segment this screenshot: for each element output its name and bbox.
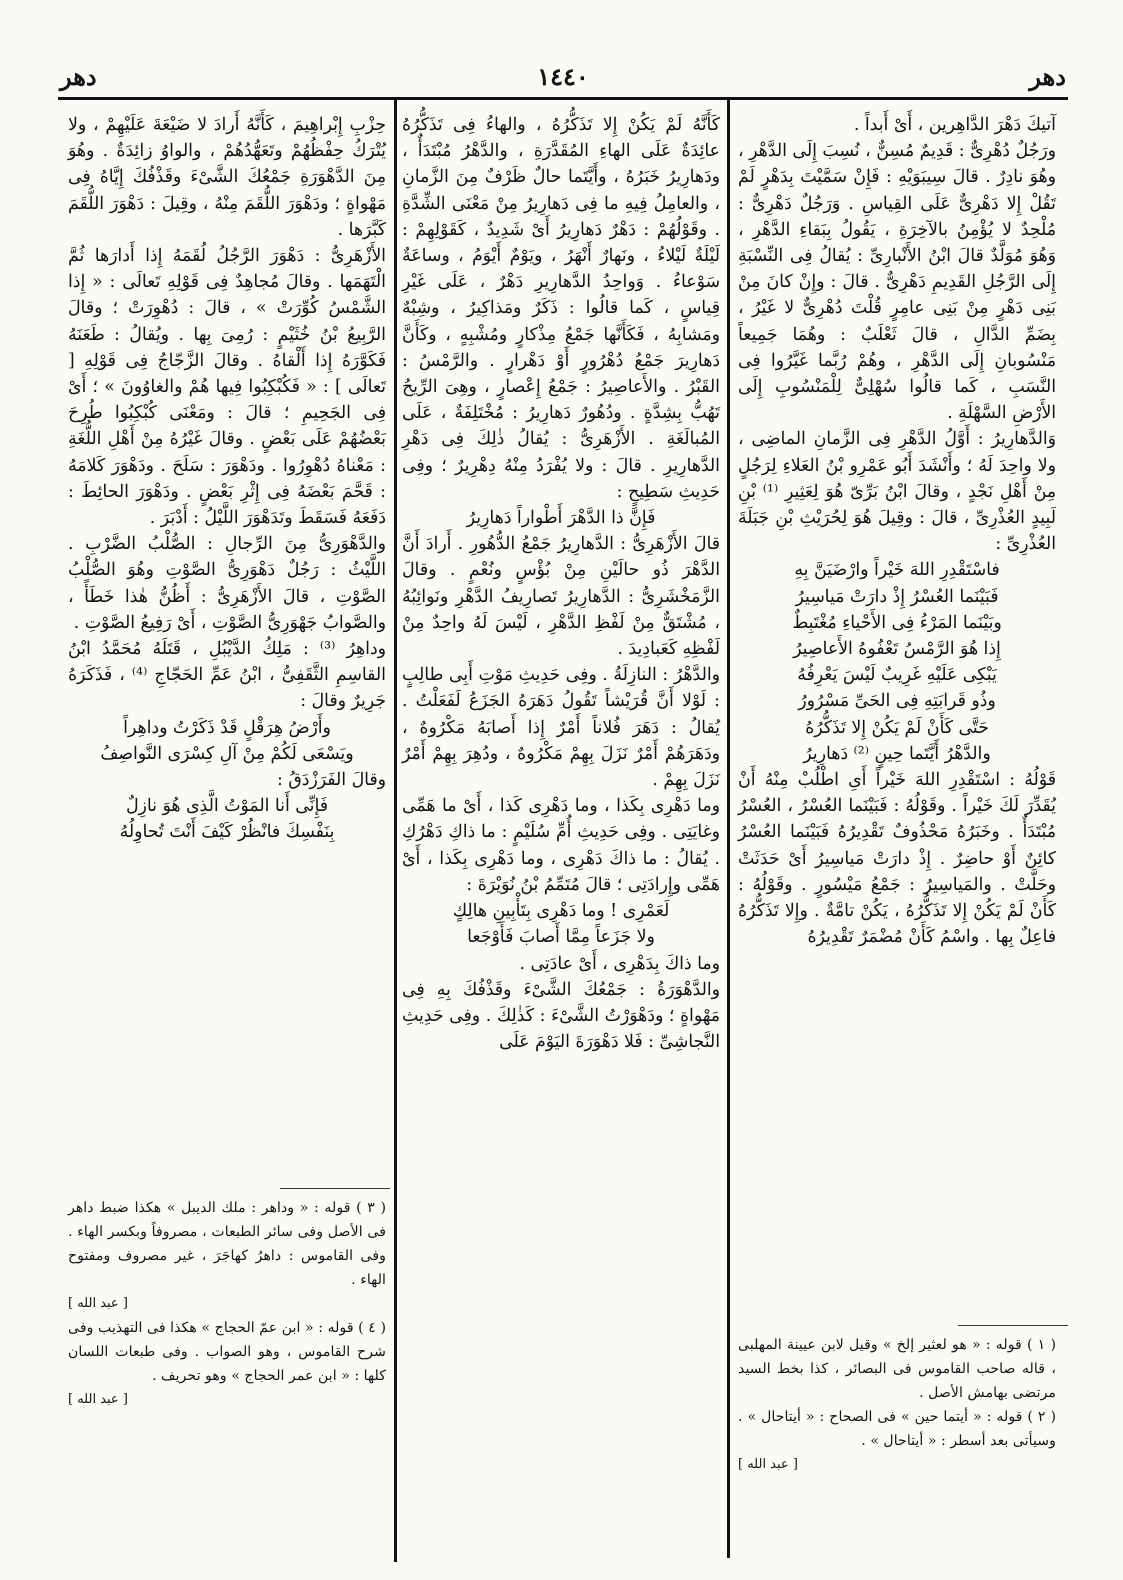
footnote: ( ٤ ) قوله : « ابن عمّ الحجاج » هكذا فى التهذيب وفى شرح القاموس ، وهو الصواب . وفى طبعات اللسان كلها : « ابن عمر الحجاج » وهو تحريف . [68,1320,387,1384]
paragraph: كَأَنَّهُ لَمْ يَكُنْ إِلا تَذَكُّرُهُ ، والهاءُ فِى تَذَكُّرُهُ عائِدَةٌ عَلَى الهاءِ المُقَدَّرَةِ ، والدَّهْرُ مُبْتَدَأٌ ، ودَهارِيرُ خَبَرُهُ ، وأَيَّتَما حالٌ ظَرْفٌ مِنَ الزَّمانِ ، والعامِلُ فِيهِ ما فِى دَهارِيرُ مِنْ مَعْنَى الشِّدَّةِ . وقَوْلُهُمْ : دَهْرٌ دَهارِيرُ أَىْ شَدِيدٌ ، كَقَوْلِهِمْ : لَيْلَةٌ لَيْلاءُ ، ونَهارٌ أَنْهَرُ ، ويَوْمٌ أَيْوَمُ ، وساعَةٌ سَوْعاءُ . وَواحِدُ الدَّهارِيرِ دَهْرٌ ، عَلَى غَيْرِ قِياسٍ ، كَما قالُوا : ذَكَرٌ ومَذاكِيرُ ، وشِبْهٌ ومَشابِهُ ، فَكَأَنَّها جَمْعُ مِذْكارٍ ومُشْبِهٍ ، وكَأَنَّ دَهارِيرَ جَمْعُ دُهْرُورٍ أَوْ دَهْرارٍ . والرَّمْسُ : القَبْرُ . والأَعاصِيرُ : جَمْعُ إِعْصارٍ ، وهِىَ الرِّيحُ تَهُبُّ بِشِدَّةٍ . ودُهُورٌ دَهارِيرُ : مُخْتَلِفَةٌ ، عَلَى المُبالَغَةِ . الأَزْهَرِىُّ : يُقالُ ذٰلِكَ فِى دَهْرِ الدَّهارِيرِ . قالَ : ولا يُفْرَدُ مِنْهُ دِهْرِيرٌ ؛ وفِى حَدِيثِ سَطِيحٍ : [402,115,720,502]
footnote: ( ١ ) قوله : « هو لعثير إلخ » وقيل لابن عيينة المهلبى ، قاله صاحب القاموس فى البصائر ، كذا بخط السيد مرتضى بهامش الأصل . [738,1337,1056,1401]
column-divider-left [394,100,397,1562]
column-right [738,112,1056,951]
paragraph: وما دَهْرِى بِكَذا ، وما دَهْرِى كَذا ، أَىْ ما هَمِّى وغايَتِى . وفِى حَدِيثِ أُمِّ سُلَيْمٍ : ما ذاكِ دَهْرُكِ . يُقالُ : ما ذاكَ دَهْرِى ، وما دَهْرِى بِكَذا ، أَىْ هَمِّى وإِرادَتِى ؛ قالَ مُتَمِّمُ بْنُ نُوَيْرَةَ : [402,796,720,895]
paragraph: آتيكَ دَهْرَ الدَّاهِرين ، أَىْ أَبداً . [853,115,1056,135]
editor-signature: [ عبد الله ] [68,1296,128,1311]
verse-line: وذُو قَرابَتِهِ فِى الحَىِّ مَسْرُورُ [798,691,996,712]
verse-line: ويَسْعَى لَكُمْ مِنْ آلِ كِسْرَى النَّواصِفُ [100,743,354,764]
column-divider-right [727,100,730,1558]
footnote-rule [958,1325,1068,1326]
footnotes-left [68,1196,386,1412]
paragraph: وقالَ الفَرَزْدَقُ : [276,770,386,791]
verse-line: إِذا هُوَ الرَّمْسُ تَعْفُوهُ الأَعاصِيرُ [793,639,1001,660]
paragraph: وداهِرُ ⁽³⁾ : مَلِكُ الدَّيْبُلِ ، قَتَلَهُ مُحَمَّدُ ابْنُ القاسِمِ الثَّقَفِىُّ ، ابْنُ عَمِّ الحَجّاجِ ⁽⁴⁾ ، فَذَكَرَهُ جَرِيرٌ وقالَ : [68,639,386,712]
footnotes-right [738,1333,1056,1477]
paragraph: والدَّهْوَرَةُ : جَمْعُكَ الشَّىْءَ وقَذْفُكَ بِهِ فِى مَهْواةٍ ؛ ودَهْوَرْتُ الشَّىْءَ : كَذٰلِكَ . وفِى حَدِيثِ النَّجاشِىِّ : فَلا دَهْوَرَةَ اليَوْمَ عَلَى [402,979,720,1053]
verse-line: لَعَمْرِى ! وما دَهْرِى بِتَأْبِينِ هالِكٍ [452,901,670,922]
verse-line: بِنَفْسِكَ فانْظُرْ كَيْفَ أَنْتَ تُحاوِلُهُ [119,822,335,843]
column-middle [402,112,720,1055]
verse-line: فَإِنِّى أَنا المَوْتُ الَّذِى هُوَ نازِلٌ [125,796,329,817]
verse-line: فَبَيْنَما العُسْرُ إِذْ دارَتْ مَياسِيرُ [795,586,999,607]
paragraph: الأَزْهَرِىُّ : دَهْوَرَ الرَّجُلُ لُقَمَهُ إِذا أَدارَها ثُمَّ الْتَهَمَها . وقالَ مُجاهِدٌ فِى قَوْلِهِ تَعالَى : « إِذا الشَّمْسُ كُوِّرَتْ » ، قالَ : دُهْوِرَتْ ؛ وقالَ الرَّبِيعُ بْنُ خُثَيْمٍ : رُمِىَ بِها . ويُقالُ : طَعَنَهُ فَكَوَّرَهُ إِذا أَلْقاهُ . وقالَ الزَّجّاجُ فِى قَوْلِهِ [ تَعالَى ] : « فَكُبْكِبُوا فِيها هُمْ والغاوُونَ » ؛ أَىْ فِى الجَحِيمِ ؛ قالَ : ومَعْنَى كُبْكِبُوا طُرِحَ بَعْضُهُمْ عَلَى بَعْضٍ . وقالَ غَيْرُهُ مِنْ أَهْلِ اللُّغَةِ : مَعْناهُ دُهْوِرُوا . ودَهْوَرَ : سَلَحَ . ودَهْوَرَ كَلامَهُ : قَحَّمَ بَعْضَهُ فِى إِثْرِ بَعْضٍ . ودَهْوَرَ الحائِطَ : دَفَعَهُ فَسَقَطَ وتَدَهْوَرَ اللَّيْلُ : أَدْبَرَ . [68,246,386,529]
paragraph: ورَجُلٌ دُهْرِىٌّ : قَدِيمٌ مُسِنٌّ ، نُسِبَ إِلَى الدَّهْرِ ، وهُوَ نادِرٌ . قالَ سِيبَوَيْهِ : فَإِنْ سَمَّيْتَ بِدَهْرٍ لَمْ تَقُلْ إِلا دَهْرِىٌّ عَلَى القِياسِ . وَرَجُلٌ دَهْرِىٌّ : مُلْحِدٌ لا يُؤْمِنُ بالآخِرَةِ ، يَقُولُ بِبَقاءِ الدَّهْرِ ، وَهُوَ مُوَلَّدٌ قالَ ابْنُ الأَنْبارِىِّ : يُقالُ فِى النِّسْبَةِ إِلَى الرَّجُلِ القَدِيمِ دَهْرِىٌّ . قالَ : وإِنْ كانَ مِنْ بَنِى دَهْرٍ مِنْ بَنِى عامِرٍ قُلْتَ دُهْرِىٌّ لا غَيْرُ ، بِضَمِّ الدَّالِ ، قالَ ثَعْلَبٌ : وهُمَا جَمِيعاً مَنْسُوبانِ إِلَى الدَّهْرِ ، وهُمْ رُبَّما غَيَّرُوا فِى النَّسَبِ ، كَما قالُوا سُهْلِىٌّ لِلْمَنْسُوبِ إِلَى الأَرْضِ السَّهْلَةِ . [738,141,1056,424]
paragraph: قالَ الأَزْهَرِىُّ : الدَّهارِيرُ جَمْعُ الدُّهُورِ . أَرادَ أَنَّ الدَّهْرَ ذُو حالَيْنِ مِنْ بُؤْسٍ ونُعْمٍ . وقالَ الزَّمَخْشَرِىُّ : الدَّهارِيرُ تَصارِيفُ الدَّهْرِ ونَوائِبُهُ ، مُشْتَقٌّ مِنْ لَفْظِ الدَّهْرِ ، لَيْسَ لَهُ واحِدٌ مِنْ لَفْظِهِ كَعَبادِيدَ . [402,534,720,660]
paragraph: والدَّهْوَرِىُّ مِنَ الرِّجالِ : الصُّلْبُ الضَّرْبِ . اللَّيْثُ : رَجُلٌ دَهْوَرِىُّ الصَّوْتِ وهُوَ الصُّلْبُ الصَّوْتِ ، قالَ الأَزْهَرِىُّ : أَظُنُّ هٰذا خَطَأً ، والصَّوابُ جَهْوَرِىُّ الصَّوْتِ ، أَىْ رَفِيعُ الصَّوْتِ . [68,534,386,633]
verse-line: فاسْتَقْدِرِ اللهَ خَيْراً وارْضَيَنَّ بِهِ [794,560,1000,581]
paragraph: وما ذاكَ بِدَهْرِى ، أَىْ عادَتِى . [519,953,720,974]
column-left [68,112,386,846]
footnote: ( ٢ ) قوله : « أيتما حين » فى الصحاح : « أيتاحال » . وسيأتى بعد أسطر : « أيتاحال » . [738,1409,1056,1449]
paragraph: حِزْبِ إِبْراهِيمَ ، كَأَنَّهُ أَرادَ لا ضَيْعَةَ عَلَيْهِمْ ، ولا يُتْرَكُ حِفْظُهُمْ وتَعَهُّدُهُمْ ، والواوُ زائِدَةٌ . وهُوَ مِنَ الدَّهْوَرَةِ جَمْعُكَ الشَّىْءَ وقَذْفُكَ إِيَّاهُ فِى مَهْواةٍ ؛ ودَهْوَرَ اللُّقَمَ مِنْهُ ، وقِيلَ : دَهْوَرَ اللُّقَمَ كَبَّرَها . [68,115,386,240]
header-headword-right: دهر [1029,62,1066,91]
editor-signature: [ عبد الله ] [68,1392,128,1407]
page-header [58,58,1068,98]
header-headword-left: دهر [60,62,97,91]
verse-line: حَتَّى كَأَنْ لَمْ يَكُنْ إِلا تَذَكُّرُهُ [805,717,989,738]
verse-line: وأَرْضُ هِرَقْلٍ قَدْ ذَكَرْتُ وداهِراً [123,717,331,738]
verse-line: وبَيْنَما المَرْءُ فِى الأَحْياءِ مُغْتَبِطٌ [792,612,1002,633]
verse-line: ولا جَزَعاً مِمَّا أَصابَ فَأَوْجَعا [467,927,655,948]
verse-line: والدَّهْرُ أَيَّتَما حِينٍ ⁽²⁾ دَهارِيرُ [803,743,991,764]
page-number: ١٤٤٠ [537,62,589,91]
paragraph: والدَّهْرُ : النازِلَةُ . وفِى حَدِيثِ مَوْتِ أَبِى طالِبٍ : لَوْلا أَنَّ قُرَيْشاً تَقُولُ دَهَرَهُ الجَزَعُ لَفَعَلْتُ . يُقالُ : دَهَرَ فُلاناً أَمْرٌ إِذا أَصابَهُ مَكْرُوهٌ ، ودَهَرَهُمْ أَمْرٌ نَزَلَ بِهِمْ مَكْرُوهٌ ، ودُهِرَ بِهِمْ أَمْرٌ نَزَلَ بِهِمْ . [402,665,720,791]
paragraph: وَالدَّهارِيرُ : أَوَّلُ الدَّهْرِ فِى الزَّمانِ الماضِى ، ولا واحِدَ لَهُ ؛ وأَنْشَدَ أَبُو عَمْرِو بْنُ العَلاءِ لِرَجُلٍ مِنْ أَهْلِ نَجْدٍ ، وقالَ ابْنُ بَرِّىّ هُوَ لِعَثِيرِ ⁽¹⁾ بْنِ لَبِيدٍ العُذْرِىِّ ، قالَ : وقِيلَ هُوَ لِحُرَيْثِ بْنِ جَبَلَةَ العُذْرِىِّ : [738,429,1056,555]
verse-line: فَإِنَّ ذا الدَّهْرَ أَطْواراً دَهارِيرُ [466,508,656,529]
footnote: ( ٣ ) قوله : « وداهر : ملك الديبل » هكذا ضبط داهر فى الأصل وفى سائر الطبعات ، مصروفاً وبكسر الهاء . وفى القاموس : داهرُ كهاجَرَ ، غير مصروف ومفتوح الهاء . [68,1200,387,1288]
footnote-rule [280,1188,390,1189]
editor-signature: [ عبد الله ] [738,1457,798,1472]
header-rule [58,97,1068,100]
paragraph: قَوْلُهُ : اسْتَقْدِرِ اللهَ خَيْراً أَىِ اطْلُبْ مِنْهُ أَنْ يُقَدِّرَ لَكَ خَيْراً . وقَوْلُهُ : فَبَيْنَما العُسْرُ ، العُسْرُ مُبْتَدَأٌ . وخَبَرُهُ مَحْذُوفٌ تَقْدِيرُهُ فَبَيْنَما العُسْرُ كائِنٌ أَوْ حاضِرٌ . إِذْ دارَتْ مَياسِيرُ أَىْ حَدَثَتْ وحَلَّتْ . والمَياسِيرُ : جَمْعُ مَيْسُورٍ . وقَوْلُهُ : كَأَنْ لَمْ يَكُنْ إِلا تَذَكُّرُهُ ، يَكُنْ تامَّةٌ . وإِلا تَذَكُّرُهُ فاعِلٌ بِها . واسْمُ كَأَنْ مُضْمَرٌ تَقْدِيرُهُ [738,770,1056,948]
verse-line: يَبْكِى عَلَيْهِ غَرِيبٌ لَيْسَ يَعْرِفُهُ [797,665,997,686]
